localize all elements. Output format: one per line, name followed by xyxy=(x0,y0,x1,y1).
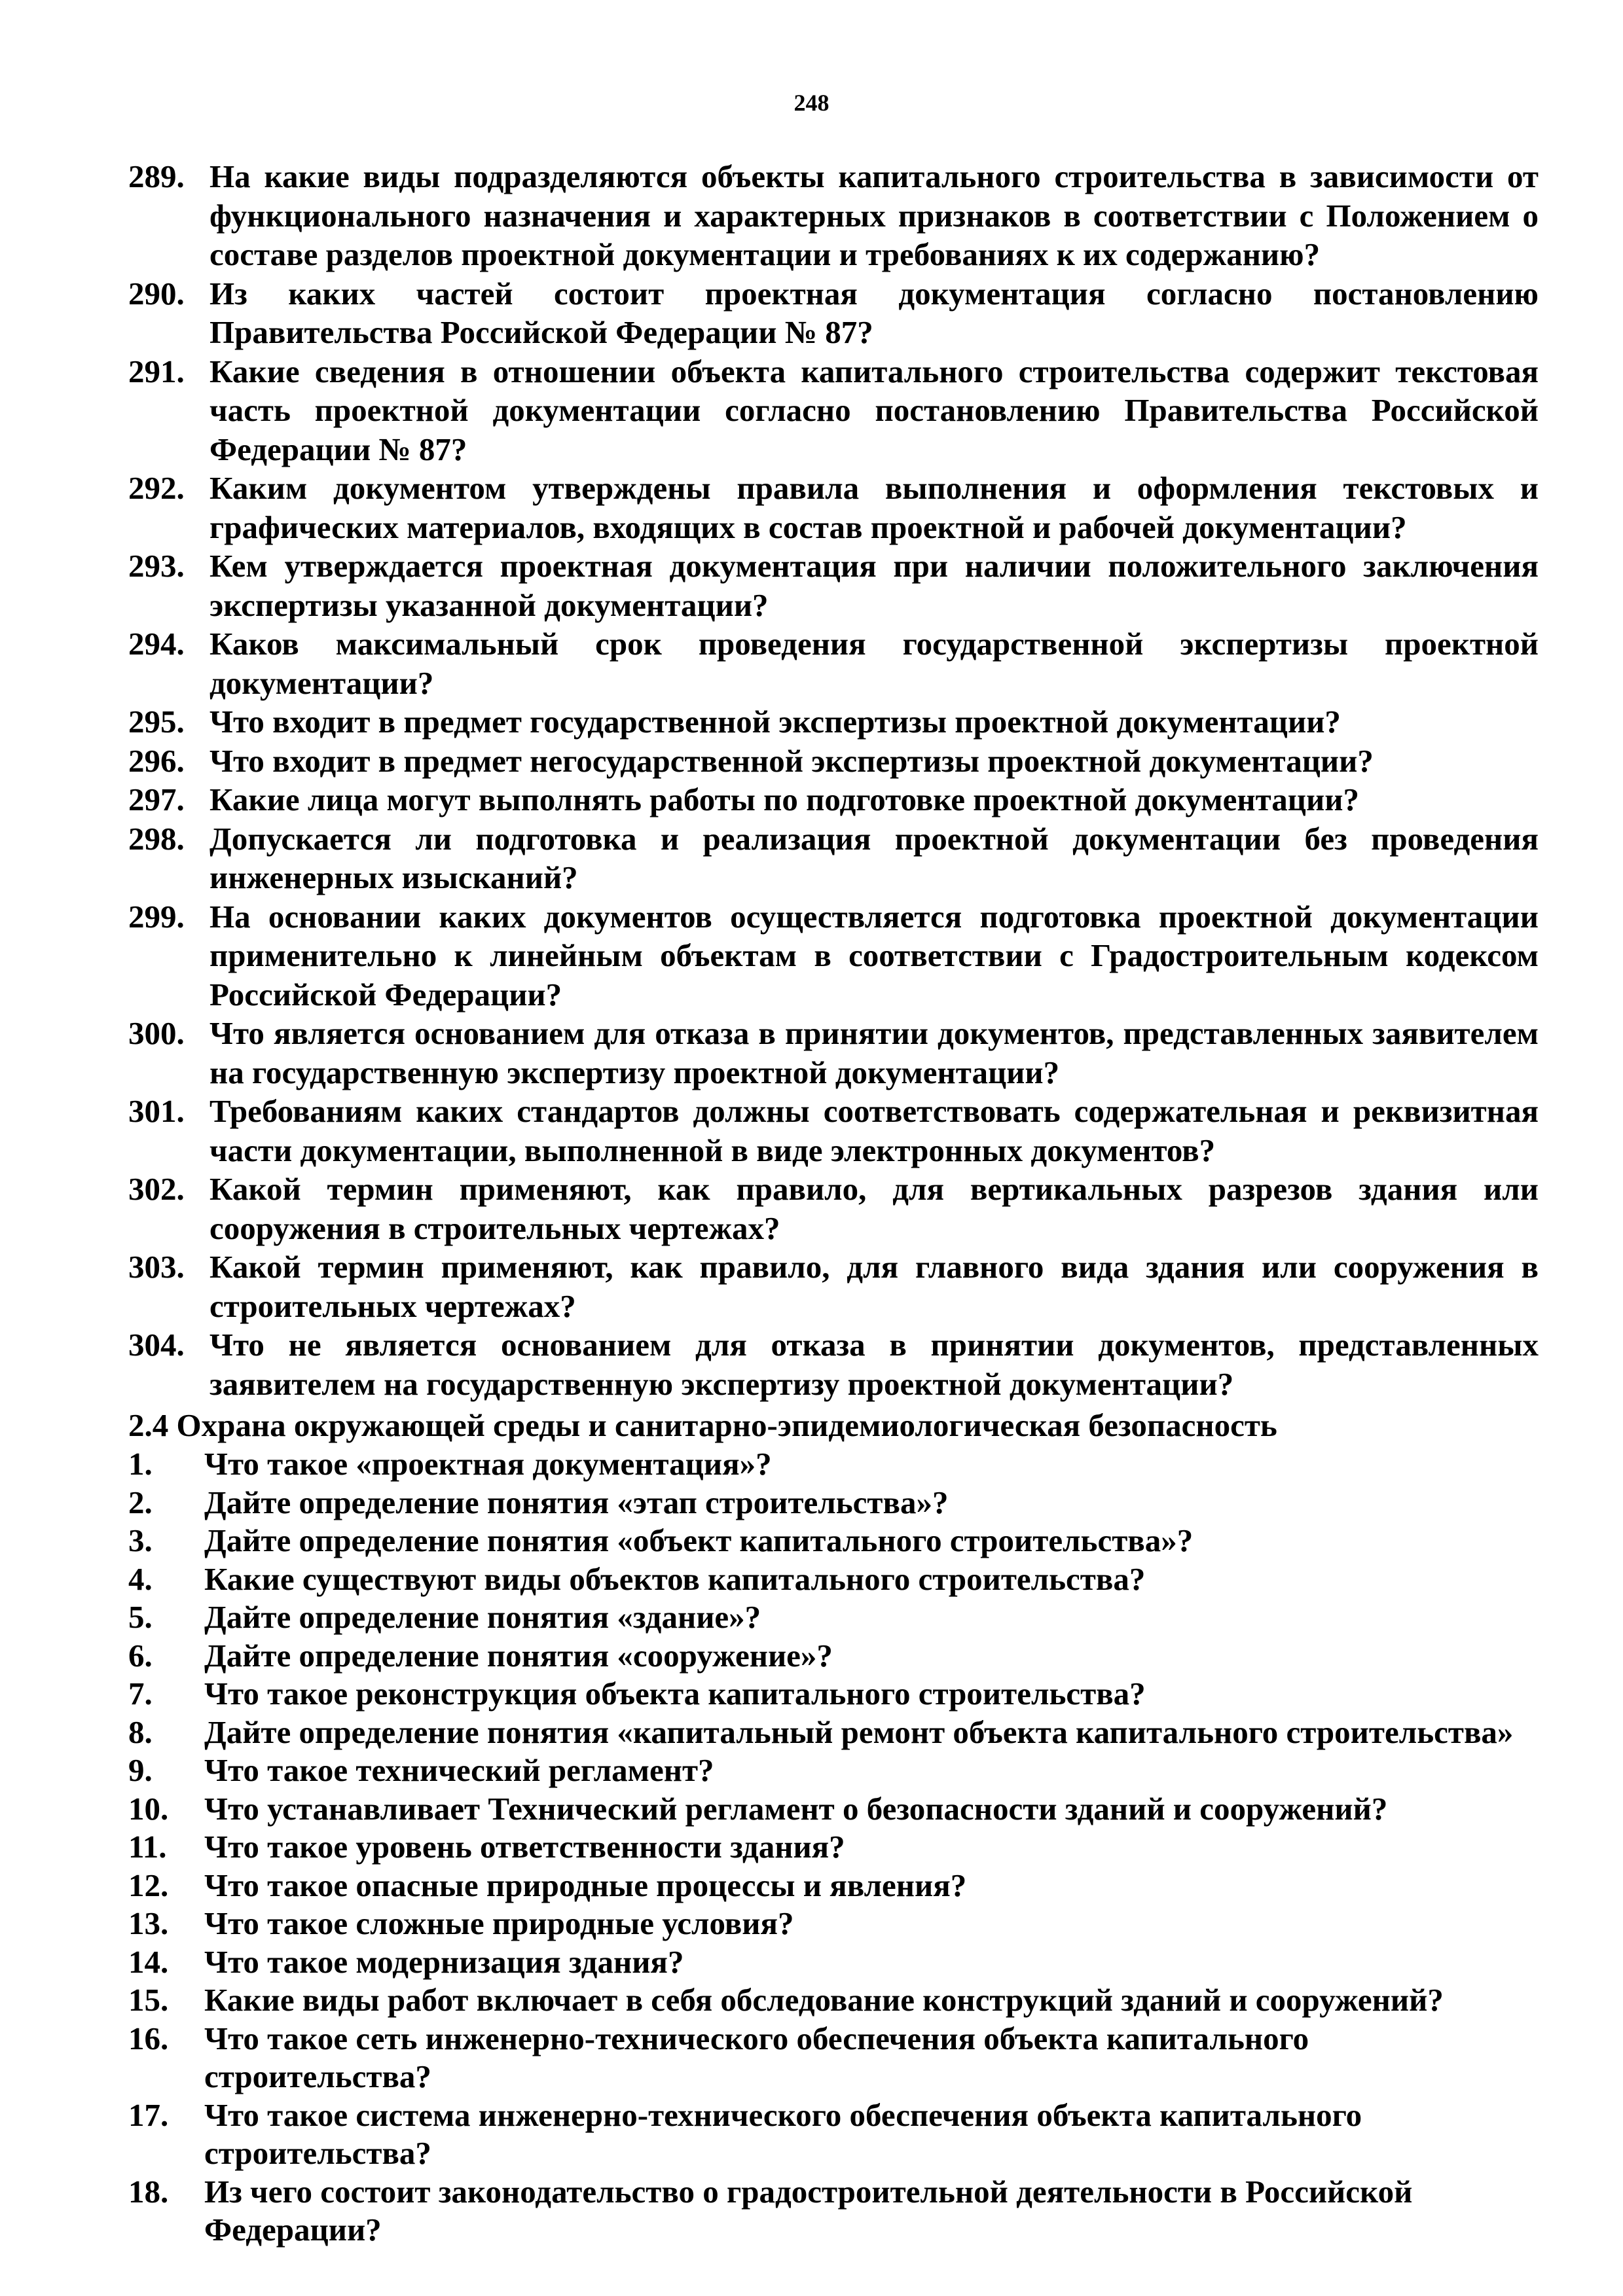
item-text: Что такое сеть инженерно-технического обеспечения объекта капитального строительства? xyxy=(204,2020,1309,2094)
question-item xyxy=(128,274,1539,352)
question-number: 304. xyxy=(128,1327,185,1363)
section-question-list xyxy=(128,1445,1539,2250)
question-number: 303. xyxy=(128,1249,185,1285)
item-text: Дайте определение понятия «капитальный ремонт объекта капитального строительства» xyxy=(204,1713,1514,1750)
list-item xyxy=(128,1981,1539,2020)
question-number: 299. xyxy=(128,898,185,935)
item-text: Что такое сложные природные условия? xyxy=(204,1905,794,1941)
item-text: Дайте определение понятия «объект капитального строительства»? xyxy=(204,1522,1194,1558)
question-text: Что является основанием для отказа в принятии документов, представленных заявителем на государственную экспертизу проектной документации? xyxy=(210,1015,1539,1090)
list-item xyxy=(128,1713,1539,1752)
item-text: Дайте определение понятия «здание»? xyxy=(204,1599,761,1635)
question-text: Что входит в предмет государственной экспертизы проектной документации? xyxy=(210,704,1341,740)
question-text: Что входит в предмет негосударственной экспертизы проектной документации? xyxy=(210,742,1374,779)
item-text: Что такое уровень ответственности здания? xyxy=(204,1829,845,1865)
item-number: 7. xyxy=(128,1676,153,1712)
list-item xyxy=(128,1637,1539,1676)
question-item xyxy=(128,897,1539,1014)
item-number: 2. xyxy=(128,1484,153,1520)
item-text: Что такое модернизация здания? xyxy=(204,1943,684,1980)
question-number: 290. xyxy=(128,275,185,312)
question-item xyxy=(128,352,1539,469)
question-text: Кем утверждается проектная документация при наличии положительного заключения экспертизы указанной документации? xyxy=(210,548,1539,623)
question-text: Какой термин применяют, как правило, для главного вида здания или сооружения в строительных чертежах? xyxy=(210,1249,1539,1324)
item-number: 1. xyxy=(128,1446,153,1482)
item-number: 18. xyxy=(128,2173,169,2210)
list-item xyxy=(128,1484,1539,1522)
item-text: Какие существуют виды объектов капитального строительства? xyxy=(204,1560,1146,1597)
page-number: 248 xyxy=(793,90,830,116)
item-text: Какие виды работ включает в себя обследование конструкций зданий и сооружений? xyxy=(204,1982,1444,2018)
question-text: Из каких частей состоит проектная документация согласно постановлению Правительства Российской Федерации № 87? xyxy=(210,275,1539,350)
question-text: На основании каких документов осуществляется подготовка проектной документации применительно к линейным объектам в соответствии с Градостроительным кодексом Российской Федерации? xyxy=(210,898,1539,1013)
list-item xyxy=(128,1560,1539,1599)
item-number: 11. xyxy=(128,1829,167,1865)
list-item xyxy=(128,1675,1539,1713)
question-number: 302. xyxy=(128,1171,185,1207)
item-number: 14. xyxy=(128,1943,169,1980)
item-number: 16. xyxy=(128,2020,169,2056)
list-item xyxy=(128,1522,1539,1560)
question-number: 292. xyxy=(128,470,185,506)
question-item xyxy=(128,1247,1539,1325)
question-item xyxy=(128,780,1539,819)
item-number: 9. xyxy=(128,1752,153,1788)
question-text: Требованиям каких стандартов должны соответствовать содержательная и реквизитная части документации, выполненной в виде электронных документов? xyxy=(210,1093,1539,1168)
question-number: 301. xyxy=(128,1093,185,1129)
list-item xyxy=(128,1905,1539,1943)
question-number: 295. xyxy=(128,704,185,740)
question-item xyxy=(128,1092,1539,1170)
item-number: 15. xyxy=(128,1982,169,2018)
question-number: 293. xyxy=(128,548,185,584)
question-item xyxy=(128,547,1539,624)
question-number: 291. xyxy=(128,353,185,389)
question-item xyxy=(128,819,1539,897)
question-number: 294. xyxy=(128,626,185,662)
item-number: 10. xyxy=(128,1790,169,1827)
item-text: Из чего состоит законодательство о градостроительной деятельности в Российской Федерации? xyxy=(204,2173,1413,2248)
question-item xyxy=(128,1014,1539,1092)
list-item xyxy=(128,2096,1539,2173)
list-item xyxy=(128,1790,1539,1829)
list-item xyxy=(128,2020,1539,2096)
question-number: 300. xyxy=(128,1015,185,1051)
question-text: Каков максимальный срок проведения государственной экспертизы проектной документации? xyxy=(210,626,1539,701)
list-item xyxy=(128,1751,1539,1790)
question-text: Что не является основанием для отказа в принятии документов, представленных заявителем на государственную экспертизу проектной документации? xyxy=(210,1327,1539,1402)
question-item xyxy=(128,624,1539,702)
question-number: 298. xyxy=(128,820,185,857)
list-item xyxy=(128,2173,1539,2250)
question-text: На какие виды подразделяются объекты капитального строительства в зависимости от функционального назначения и характерных признаков в соответствии с Положением о составе разделов проектной документации и требованиях к их содержанию? xyxy=(210,158,1539,272)
item-text: Что такое опасные природные процессы и явления? xyxy=(204,1867,967,1903)
item-number: 3. xyxy=(128,1522,153,1558)
item-text: Что такое реконструкция объекта капитального строительства? xyxy=(204,1676,1146,1712)
item-text: Что такое «проектная документация»? xyxy=(204,1446,772,1482)
question-text: Допускается ли подготовка и реализация проектной документации без проведения инженерных изысканий? xyxy=(210,820,1539,895)
item-text: Что такое система инженерно-технического обеспечения объекта капитального строительства? xyxy=(204,2096,1362,2171)
question-list xyxy=(128,157,1539,1403)
list-item xyxy=(128,1445,1539,1484)
question-item xyxy=(128,469,1539,547)
question-number: 289. xyxy=(128,158,185,194)
question-text: Каким документом утверждены правила выполнения и оформления текстовых и графических материалов, входящих в состав проектной и рабочей документации? xyxy=(210,470,1539,545)
item-number: 8. xyxy=(128,1713,153,1750)
item-number: 4. xyxy=(128,1560,153,1597)
item-number: 17. xyxy=(128,2096,169,2133)
question-item xyxy=(128,702,1539,742)
question-item xyxy=(128,1170,1539,1247)
question-item xyxy=(128,742,1539,781)
item-number: 6. xyxy=(128,1637,153,1674)
item-text: Дайте определение понятия «сооружение»? xyxy=(204,1637,833,1674)
list-item xyxy=(128,1867,1539,1905)
item-number: 13. xyxy=(128,1905,169,1941)
question-number: 296. xyxy=(128,742,185,779)
question-number: 297. xyxy=(128,781,185,817)
list-item xyxy=(128,1828,1539,1867)
section-title: 2.4 Охрана окружающей среды и санитарно-эпидемиологическая безопасность xyxy=(128,1407,1277,1443)
question-text: Какие лица могут выполнять работы по подготовке проектной документации? xyxy=(210,781,1359,817)
item-number: 5. xyxy=(128,1599,153,1635)
item-text: Что такое технический регламент? xyxy=(204,1752,714,1788)
item-text: Дайте определение понятия «этап строительства»? xyxy=(204,1484,949,1520)
question-item xyxy=(128,157,1539,274)
item-number: 12. xyxy=(128,1867,169,1903)
question-text: Какой термин применяют, как правило, для вертикальных разрезов здания или сооружения в строительных чертежах? xyxy=(210,1171,1539,1246)
list-item xyxy=(128,1598,1539,1637)
item-text: Что устанавливает Технический регламент о безопасности зданий и сооружений? xyxy=(204,1790,1388,1827)
question-item xyxy=(128,1325,1539,1403)
question-text: Какие сведения в отношении объекта капитального строительства содержит текстовая часть проектной документации согласно постановлению Правительства Российской Федерации № 87? xyxy=(210,353,1539,467)
list-item xyxy=(128,1943,1539,1982)
